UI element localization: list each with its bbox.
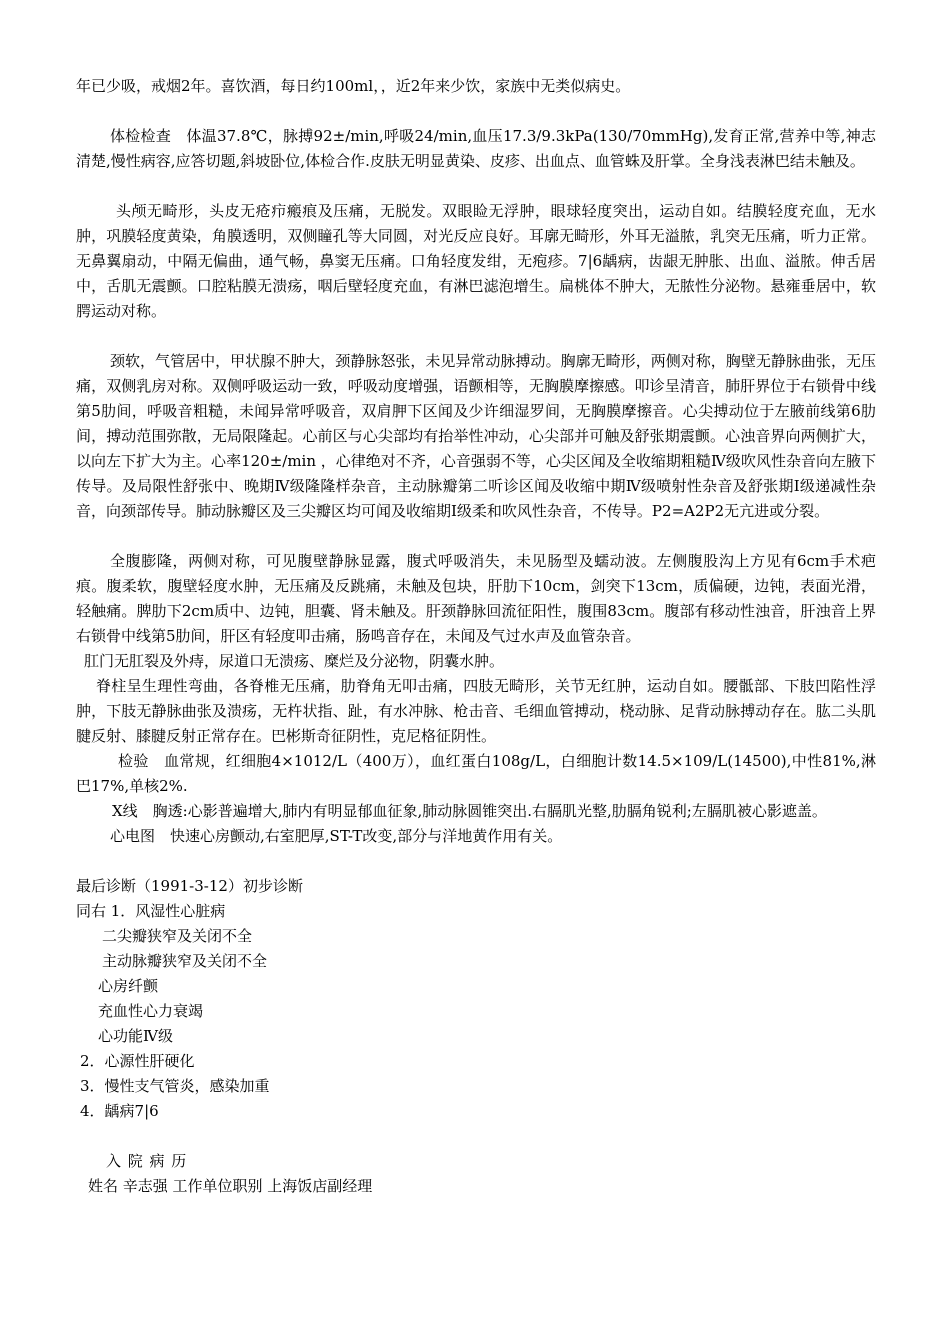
diagnosis-sub-item: 二尖瓣狭窄及关闭不全: [102, 927, 253, 945]
paragraph-gap: [76, 324, 876, 349]
diagnosis-sub-item: 心房纤颤: [98, 977, 159, 995]
physical-exam-paragraph: 体检检查 体温37.8℃，脉搏92±/min,呼吸24/min,血压17.3/9.3kPa(130/70mmHg),发育正常,营养中等,神志清楚,慢性病容,应答切题,斜坡卧位,体检合作.皮肤无明显黄染、皮疹、出血点、血管蛛及肝掌。全身浅表淋巴结未触及。: [76, 127, 876, 170]
head-exam-paragraph: 头颅无畸形，头皮无疮疖瘢痕及压痛，无脱发。双眼睑无浮肿，眼球轻度突出，运动自如。结膜轻度充血，无水肿，巩膜轻度黄染，角膜透明，双侧瞳孔等大同圆，对光反应良好。耳廓无畸形，外耳无溢脓，乳突无压痛，听力正常。无鼻翼扇动，中隔无偏曲，通气畅，鼻窦无压痛。口角轻度发绀，无疱疹。7|6龋病，齿龈无肿胀、出血、溢脓。伸舌居中，舌肌无震颤。口腔粘膜无溃疡，咽后壁轻度充血，有淋巴滤泡增生。扁桃体不肿大，无脓性分泌物。悬雍垂居中，软腭运动对称。: [76, 202, 876, 320]
admission-record-title: 入 院 病 历: [106, 1152, 188, 1170]
history-tail-paragraph: 年已少吸，戒烟2年。喜饮酒，每日约100ml，，近2年来少饮，家族中无类似病史。: [76, 77, 631, 95]
xray-exam-paragraph: X线 胸透:心影普遍增大,肺内有明显郁血征象,肺动脉圆锥突出.右膈肌光整,肋膈角锐利;左膈肌被心影遮盖。: [112, 802, 827, 820]
lab-exam-paragraph: 检验 血常规，红细胞4×1012/L（400万），血红蛋白108g/L，白细胞计数14.5×109/L(14500),中性81%,淋巴17%,单核2%.: [76, 752, 876, 795]
paragraph-gap: [76, 524, 876, 549]
diagnosis-item-3: 3．慢性支气管炎，感染加重: [80, 1077, 270, 1095]
medical-record-page: [76, 74, 876, 1199]
paragraph-gap: [76, 174, 876, 199]
diagnosis-sub-item: 主动脉瓣狭窄及关闭不全: [102, 952, 268, 970]
paragraph-gap: [76, 1124, 876, 1149]
paragraph-gap: [76, 99, 876, 124]
diagnosis-item-4: 4．龋病7|6: [80, 1102, 159, 1120]
diagnosis-sub-item: 心功能Ⅳ级: [98, 1027, 173, 1045]
neck-chest-exam-paragraph: 颈软，气管居中，甲状腺不肿大，颈静脉怒张，未见异常动脉搏动。胸廓无畸形，两侧对称，胸壁无静脉曲张，无压痛，双侧乳房对称。双侧呼吸运动一致，呼吸动度增强，语颤相等，无胸膜摩擦感。叩诊呈清音，肺肝界位于右锁骨中线第5肋间，呼吸音粗糙，未闻异常呼吸音，双肩胛下区闻及少许细湿罗间，无胸膜摩擦音。心尖搏动位于左腋前线第6肋间，搏动范围弥散，无局限隆起。心前区与心尖部均有抬举性冲动，心尖部并可触及舒张期震颤。心浊音界向两侧扩大，以向左下扩大为主。心率120±/min ，心律绝对不齐，心音强弱不等，心尖区闻及全收缩期粗糙Ⅳ级吹风性杂音向左腋下传导。及局限性舒张中、晚期Ⅳ级隆隆样杂音，主动脉瓣第二听诊区闻及收缩中期Ⅳ级喷射性杂音及舒张期Ⅰ级递减性杂音，向颈部传导。肺动脉瓣区及三尖瓣区均可闻及收缩期Ⅰ级柔和吹风性杂音，不传导。P2=A2P2无亢进或分裂。: [76, 352, 876, 520]
admission-patient-line: 姓名 辛志强 工作单位职别 上海饭店副经理: [88, 1177, 373, 1195]
diagnosis-header: 最后诊断（1991-3-12）初步诊断: [76, 877, 303, 895]
ecg-exam-paragraph: 心电图 快速心房颤动,右室肥厚,ST-T改变,部分与洋地黄作用有关。: [110, 827, 563, 845]
diagnosis-item-2: 2．心源性肝硬化: [80, 1052, 195, 1070]
spine-exam-paragraph: 脊柱呈生理性弯曲，各脊椎无压痛，肋脊角无叩击痛，四肢无畸形，关节无红肿，运动自如。腰骶部、下肢凹陷性浮肿，下肢无静脉曲张及溃疡，无杵状指、趾，有水冲脉、枪击音、毛细血管搏动，桡动脉、足背动脉搏动存在。肱二头肌腱反射、膝腱反射正常存在。巴彬斯奇征阴性，克尼格征阴性。: [76, 677, 876, 745]
abdomen-exam-paragraph: 全腹膨隆，两侧对称，可见腹壁静脉显露，腹式呼吸消失，未见肠型及蠕动波。左侧腹股沟上方见有6cm手术疤痕。腹柔软，腹壁轻度水肿，无压痛及反跳痛，未触及包块，肝肋下10cm，剑突下13cm，质偏硬，边钝，表面光滑，轻触痛。脾肋下2cm质中、边钝，胆囊、肾未触及。肝颈静脉回流征阳性，腹围83cm。腹部有移动性浊音，肝浊音上界右锁骨中线第5肋间，肝区有轻度叩击痛，肠鸣音存在，未闻及气过水声及血管杂音。: [76, 552, 876, 645]
diagnosis-sub-item: 充血性心力衰竭: [98, 1002, 204, 1020]
paragraph-gap: [76, 849, 876, 874]
diagnosis-item-1: 同右 1．风湿性心脏病: [76, 902, 226, 920]
anus-exam-paragraph: 肛门无肛裂及外痔，尿道口无溃疡、糜烂及分泌物，阴囊水肿。: [84, 652, 505, 670]
